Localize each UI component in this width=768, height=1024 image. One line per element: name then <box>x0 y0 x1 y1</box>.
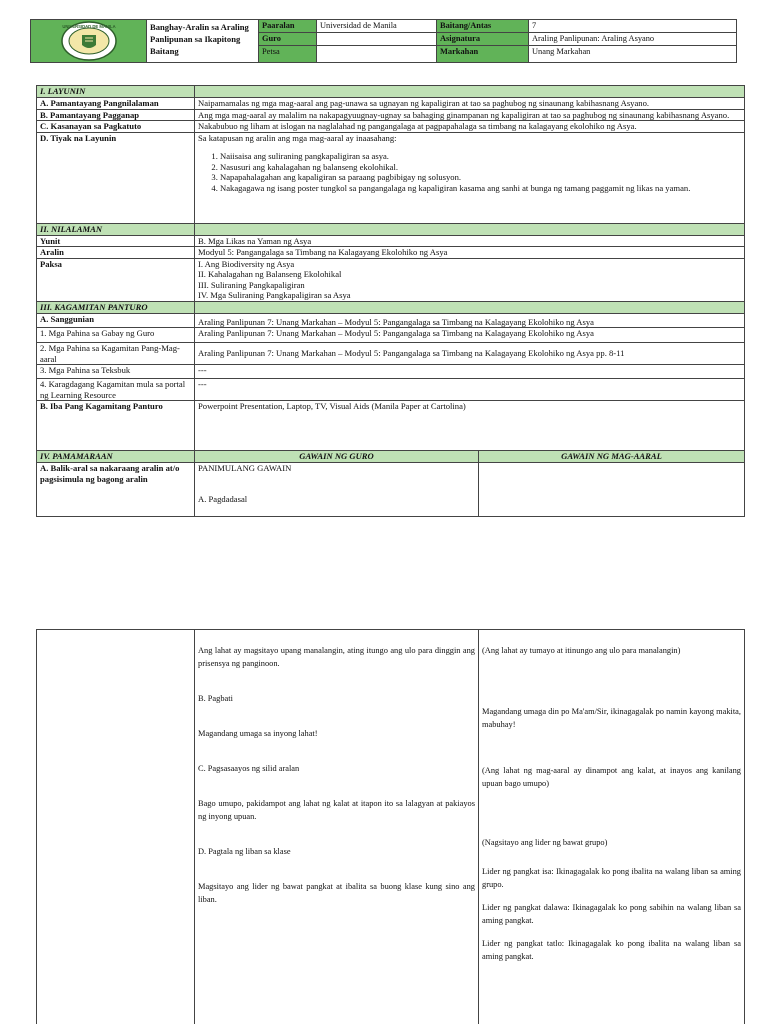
label-petsa: Petsa <box>259 46 317 62</box>
section-layunin <box>37 86 745 98</box>
list-item: 2. Nasusuri ang kahalagahan ng balanseng ekolohikal. <box>220 162 741 173</box>
row-value: Ang mga mag-aaral ay malalim na nakapagyuugnay-ugnay sa bahaging ginampanan ng kapaligiran at tao sa paghubog ng sinaunang kabihasnang Asyano. <box>195 109 745 121</box>
label-paaralan: Paaralan <box>259 20 317 33</box>
column-header-guro: GAWAIN NG GURO <box>195 451 479 463</box>
list-item: IV. Mga Suliraning Pangkapaligiran sa Asya <box>198 290 351 300</box>
student-text: Lider ng pangkat isa: Ikinagagalak ko pong ibalita na walang liban sa aming grupo. <box>482 867 741 889</box>
logo-text: UNIVERSIDAD DE MANILA <box>61 24 116 29</box>
label-markahan: Markahan <box>437 46 529 62</box>
list-item: I. Ang Biodiversity ng Asya <box>198 258 295 269</box>
value-guro <box>317 33 437 46</box>
row-value: Araling Panlipunan 7: Unang Markahan – Modyul 5: Pangangalaga sa Timbang na Kalagayang Ekolohiko ng Asya <box>195 328 745 343</box>
student-text: Magandang umaga din po Ma'am/Sir, ikinagagalak po namin kayong makita, mabuhay! <box>482 707 741 729</box>
student-text: (Ang lahat ng mag-aaral ay dinampot ang kalat, at inayos ang kanilang upuan bago umupo) <box>482 766 741 788</box>
row-label: Aralin <box>37 247 195 259</box>
teacher-text: Bago umupo, pakidampot ang lahat ng kalat at itapon ito sa lalagyan at pakiayos ng inyong upuan. <box>198 799 475 821</box>
value-petsa <box>317 46 437 62</box>
info-grid <box>259 20 736 62</box>
row-value: Modyul 5: Pangangalaga sa Timbang na Kalagayang Ekolohiko ng Asya <box>195 247 745 259</box>
university-seal-icon <box>60 21 118 61</box>
teacher-activities <box>195 630 479 1024</box>
objectives-list <box>198 151 741 193</box>
label-asignatura: Asignatura <box>437 33 529 46</box>
activity-subheading: D. Pagtala ng liban sa klase <box>198 847 291 856</box>
row-label: B. Pamantayang Pagganap <box>37 109 195 121</box>
row-value: B. Mga Likas na Yaman ng Asya <box>195 235 745 247</box>
student-text: (Nagsitayo ang lider ng bawat grupo) <box>482 838 608 847</box>
row-label: D. Tiyak na Layunin <box>37 132 195 223</box>
list-item: 4. Nakagagawa ng isang poster tungkol sa pangangalaga ng kapaligiran kasama ang sanhi at bunga ng tamang paggamit ng likas na yaman. <box>220 183 741 194</box>
value-markahan: Unang Markahan <box>532 47 591 56</box>
lesson-plan-table <box>36 85 745 517</box>
row-kagamitan-magaaral <box>37 343 745 365</box>
row-yunit <box>37 235 745 247</box>
activity-subheading: A. Pagdadasal <box>198 493 248 504</box>
row-value: Araling Panlipunan 7: Unang Markahan – Modyul 5: Pangangalaga sa Timbang na Kalagayang Ekolohiko ng Asya pp. 8-11 <box>195 343 745 365</box>
list-item: 1. Naiisaisa ang suliraning pangkapaligiran sa asya. <box>220 151 741 162</box>
student-text: (Ang lahat ay tumayo at itinungo ang ulo para manalangin) <box>482 646 681 655</box>
activity-subheading: C. Pagsasaayos ng silid aralan <box>198 764 300 773</box>
row-iba-pang-kagamitan <box>37 401 745 451</box>
list-item: II. Kahalagahan ng Balanseng Ekolohikal <box>198 269 342 279</box>
value-baitang: 7 <box>529 20 736 33</box>
student-activities <box>479 630 745 1024</box>
section-title: III. KAGAMITAN PANTURO <box>37 301 195 313</box>
value-paaralan: Universidad de Manila <box>317 20 437 33</box>
row-label: 1. Mga Pahina sa Gabay ng Guro <box>37 328 195 343</box>
row-value: Naipamamalas ng mga mag-aaral ang pag-unawa sa ugnayan ng kapaligiran at tao sa paghubog ng sinaunang kabihasnang Asyano. <box>195 98 745 110</box>
row-balik-aral <box>37 463 745 517</box>
row-gabay-guro <box>37 328 745 343</box>
list-item: 3. Napapahalagahan ang kapaligiran sa paraang pagbibigay ng solusyon. <box>220 172 741 183</box>
row-label: B. Iba Pang Kagamitang Panturo <box>37 401 195 451</box>
row-pagganap <box>37 109 745 121</box>
activities-table <box>36 629 745 1024</box>
document-title: Banghay-Aralin sa Araling Panlipunan sa Ikapitong Baitang <box>147 20 259 62</box>
label-guro: Guro <box>259 33 317 46</box>
row-label: 2. Mga Pahina sa Kagamitan Pang-Mag-aaral <box>37 343 195 365</box>
student-text: Lider ng pangkat dalawa: Ikinagagalak ko pong sabihin na walang liban sa aming pangkat. <box>482 903 741 925</box>
row-label: Yunit <box>37 235 195 247</box>
row-tiyak-na-layunin <box>37 132 745 223</box>
activity-heading: PANIMULANG GAWAIN <box>198 463 292 473</box>
row-value: Araling Panlipunan 7: Unang Markahan – Modyul 5: Pangangalaga sa Timbang na Kalagayang Ekolohiko ng Asya <box>195 313 745 328</box>
row-teksbuk <box>37 365 745 379</box>
row-learning-resource <box>37 379 745 401</box>
section-title: I. LAYUNIN <box>37 86 195 98</box>
row-value: Nakabubuo ng liham at islogan na naglalahad ng pangangalaga at pagpapahalaga sa timbang na kalagayang ekolohiko ng Asya. <box>195 121 745 133</box>
row-label: A. Pamantayang Pangnilalaman <box>37 98 195 110</box>
teacher-text: Magandang umaga sa inyong lahat! <box>198 729 318 738</box>
section-title: II. NILALAMAN <box>37 223 195 235</box>
row-label: 3. Mga Pahina sa Teksbuk <box>37 365 195 379</box>
row-label: A. Sanggunian <box>37 313 195 328</box>
row-value: Powerpoint Presentation, Laptop, TV, Visual Aids (Manila Paper at Cartolina) <box>195 401 745 451</box>
section-nilalaman <box>37 223 745 235</box>
list-item: III. Suliraning Pangkapaligiran <box>198 279 305 290</box>
section-kagamitan <box>37 301 745 313</box>
row-activities <box>37 630 745 1024</box>
value-asignatura: Araling Panlipunan: Araling Asyano <box>529 33 736 46</box>
row-label: Paksa <box>37 258 195 301</box>
row-sanggunian <box>37 313 745 328</box>
activity-subheading: B. Pagbati <box>198 694 233 703</box>
row-label: 4. Karagdagang Kagamitan mula sa portal ng Learning Resource <box>37 379 195 401</box>
row-label: C. Kasanayan sa Pagkatuto <box>37 121 195 133</box>
student-text: Lider ng pangkat tatlo: Ikinagagalak ko pong ibalita na walang liban sa aming pangkat. <box>482 939 741 961</box>
teacher-text: Ang lahat ay magsitayo upang manalangin, ating itungo ang ulo para dinggin ang prisensya ng panginoon. <box>198 646 475 668</box>
column-header-magaaral: GAWAIN NG MAG-AARAL <box>479 451 745 463</box>
row-pangnilalaman <box>37 98 745 110</box>
row-paksa <box>37 258 745 301</box>
section-pamamaraan <box>37 451 745 463</box>
logo-cell <box>31 20 147 62</box>
teacher-text: Magsitayo ang lider ng bawat pangkat at ibalita sa buong klase kung sino ang liban. <box>198 882 475 904</box>
row-value: --- <box>195 379 745 401</box>
row-kasanayan <box>37 121 745 133</box>
row-value: --- <box>195 365 745 379</box>
row-label: A. Balik-aral sa nakaraang aralin at/o pagsisimula ng bagong aralin <box>37 463 195 517</box>
section-title: IV. PAMAMARAAN <box>37 451 195 463</box>
row-aralin <box>37 247 745 259</box>
objectives-intro: Sa katapusan ng aralin ang mga mag-aaral ay inaasahang: <box>198 132 397 143</box>
document-header <box>30 19 737 63</box>
label-baitang: Baitang/Antas <box>437 20 529 33</box>
